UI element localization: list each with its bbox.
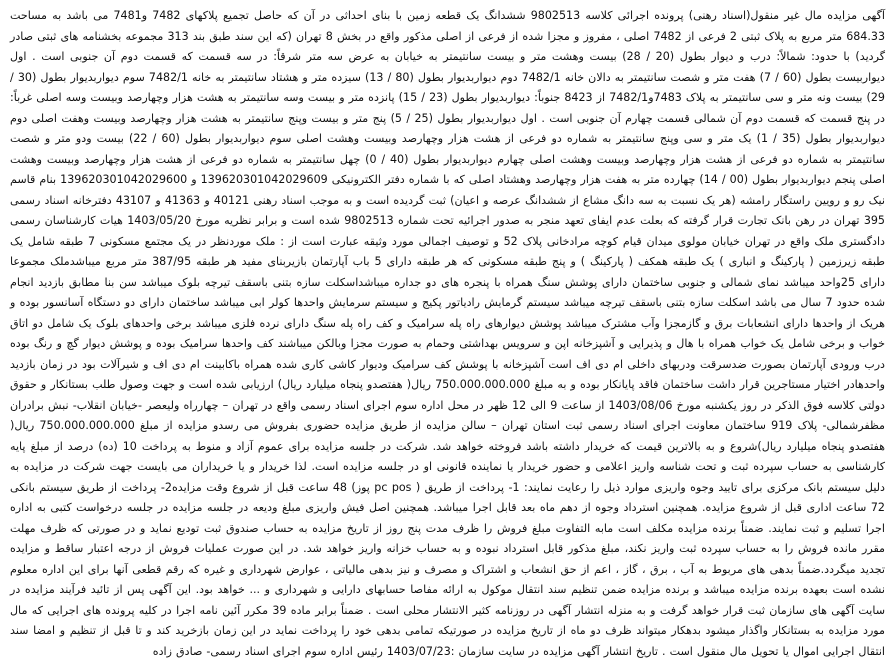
auction-notice-text: آگهی مزایده مال غیر منقول(اسناد رهنی) پرونده اجرائی کلاسه 9802513 ششدانگ یک قطعه زمین با بنای احداثی در آن که حاصل تجمیع پلاکهای 7482 و7481 می باشد به مساحت 684.33 متر مربع به پلاک ثبتی 2 فرعی از 7482 اصلی ، مفروز و مجزا شده از فرعی از اصلی مذکور واقع در بخش 8 تهران (که این سند طبق بند 313 مجموعه بخشنامه های ثبتی صادر گردید) با حدود: شمالاً: درب و دیوار بطول (20 / 28) بیست وهشت متر و بیست سانتیمتر به خیابان به عرض سه متر شرقاً: در سه قسمت که قسمت دوم آن جنوبی است . اول دیواربیست بطول (60 / 7) هفت متر و شصت سانتیمتر به دالان خانه 7482/1 دوم دیواربدیوار بطول (80 / 13) سیزده متر و هشتاد سانتیمتر به خانه 7482/1 سوم دیواربدیوار بطول (30 / 29) بیست ونه متر و سی سانتیمتر به پلاک 7483و7482/1 از 8423 جنوباً: دیواربدیوار بطول (23 / 15) پانزده متر و بیست وسه سانتیمتر به هشت هزار وچهارصد وبیست وسه اصلی غرباً: در پنج قسمت که قسمت دوم آن شمالی قسمت چهارم آن جنوبی است . اول دیواربدیوار بطول (25 / 5) پنج متر و بیست وپنج سانتیمتر به هشت هزار وچهارصد وبیست وهفت اصلی دوم دیواربدیوار بطول (35 / 1) یک متر و سی وپنج سانتیمتر به شماره دو فرعی از هشت هزار وچهارصد وبیست وهشت اصلی سوم دیواربدیوار بطول (60 / 22) بیست ودو متر و شصت سانتیمتر به شماره دو فرعی از هشت هزار وچهارصد وبیست وهشت اصلی چهارم دیواربدیوار بطول (40 / 0) چهل سانتیمتر به شماره دو فرعی از هشت هزار وچهارصد وبیست وهشت اصلی پنجم دیواربدیوار بطول (00 / 14) چهارده متر به هفت هزار وچهارصد وهشتاد اصلی که با شماره دفتر الکترونیکی 139620301042029609 و 139620301042029600 بنام قاسم نیک رو و رویین راستگار رامشه (هر یک نسبت به سه دانگ مشاع از ششدانگ عرصه و اعیان) ثبت گردیده است و به موجب اسناد رهنی 40121 و 41363 و 43107 دفترخانه اسناد رسمی 395 تهران در رهن بانک تجارت قرار گرفته که بعلت عدم ایفای تعهد منجر به صدور اجرائیه تحت شماره 9802513 شده است و برابر نظریه مورخ 1403/05/20 هیات کارشناسان رسمی دادگستری ملک واقع در تهران خیابان مولوی میدان قیام کوچه مرادخانی پلاک 52 و توصیف اجمالی مورد وثیقه عبارت است از : ملک موردنظر در یک مجتمع مسکونی 7 طبقه شامل یک طبقه زیرزمین ( پارکینگ و انباری ) یک طبقه همکف ( پارکینگ ) و پنج طبقه مسکونی که هر طبقه دارای 5 باب آپارتمان بازیربنای مفید هر طبقه 387/95 متر مربع میباشدملک مجموعا دارای 25واحد میباشد نمای شمالی و جنوبی ساختمان دارای پوشش سنگ همراه با پنجره های دو جداره میباشداسکلت سازه بتنی باسقف تیرچه بلوک میباشد سن بنا مطابق بازدید انجام شده حدود 7 سال می باشد اسکلت سازه بتنی باسقف تیرچه میباشد سیستم گرمایش رادیاتور پکیج و سیستم سرمایش واحدها کولر ابی میباشد ساختمان دارای دو دستگاه آسانسور بوده و هریک از واحدها دارای انشعابات برق و گازمجزا وآب مشترک میباشد پوشش دیوارهای راه پله سرامیک و کف راه پله سنگ دارای نرده فلزی میباشد برخی واحدهای بلوک یک شامل دو اتاق خواب و برخی شامل یک خواب همراه با هال و پذیرایی و آشپزخانه اپن و سرویس بهداشتی وحمام به صورت مجزا وبالکن میباشند کف واحدها سرامیک بوده و پوشش دیوار گچ و رنگ بوده درب ورودی آپارتمان بصورت ضدسرقت ودربهای داخلی ام دی اف است آشپزخانه با پوشش کف سرامیک ودیوار کاشی کاری شده همراه باکابینت ام دی اف و شیرآلات بود در زمان بازدید واحدهادر اختیار مستاجرین قرار داشت ساختمان فاقد پایانکار بوده و به مبلغ 750.000.000.000 ریال( هفتصدو پنجاه میلیارد ریال) ارزیابی شده است و جهت وصول طلب بستانکار و حقوق دولتی کلاسه فوق الذکر در روز یکشنبه مورخ 1403/08/06 از ساعت 9 الی 12 ظهر در محل اداره سوم اجرای اسناد رسمی واقع در تهران – چهارراه ولیعصر -خیابان انقلاب- نبش برادران مظفرشمالی- پلاک 919 ساختمان معاونت اجرای اسناد رسمی ثبت استان تهران – سالن مزایده از طریق مزایده حضوری بفروش می رسدو مزایده از مبلغ 750.000.000.000 ریال( هفتصدو پنجاه میلیارد ریال)شروع و به بالاترین قیمت که خریدار داشته باشد فروخته خواهد شد. شرکت در جلسه مزایده برای عموم آزاد و منوط به پرداخت 10 (ده) درصد از مبلغ پایه کارشناسی به حساب سپرده ثبت و تحت شناسه واریز اعلامی و حضور خریدار یا نماینده قانونی او در جلسه مزایده است. لذا خریدار و یا خریداران می بایست جهت شرکت در مزایده به دلیل سیستم بانک مرکزی برای تایید وجوه واریزی موارد ذیل را رعایت نمایند: 1- پرداخت از طریق ( pc pos پوز) 48 ساعت قبل از شروع وقت مزایده2- پرداخت از طریق سیستم بانکی 72 ساعت اداری قبل از شروع مزایده. همچنین استرداد وجوه از دهم ماه بعد قابل اجرا میباشد. همچنین اصل فیش واریزی مبلغ ودیعه در جلسه مزایده در جلسه درخواست کتبی به اداره اجرا تسلیم و ثبت نمایند. ضمناً برنده مزایده مکلف است مابه التفاوت مبلغ فروش را ظرف مدت پنج روز از تاریخ مزایده به حساب صندوق ثبت تودیع نماید و در صورتی که ظرف مهلت مقرر مانده فروش را به حساب سپرده ثبت واریز نکند، مبلغ مذکور قابل استرداد نبوده و به حساب خزانه واریز خواهد شد. در این صورت عملیات فروش از درجه اعتبار ساقط و مزایده تجدید میگردد.ضمناً بدهی های مربوط به آب ، برق ، گاز ، اعم از حق انشعاب و اشتراک و مصرف و نیز بدهی مالیاتی ، عوارض شهرداری و غیره که رقم قطعی آنها برای این اداره معلوم نشده است بعهده برنده مزایده میباشد و برنده مزایده ضمن تنظیم سند انتقال موکول به ارائه مفاصا حسابهای دارایی و شهرداری و ... خواهد بود. این آگهی پس از تائید فرآیند مزایده در سایت آگهی های سازمان ثبت قرار خواهد گرفت و به منزله انتشار آگهی در روزنامه کثیر الانتشار محلی است . ضمناً برابر ماده 39 مکرر آئین نامه اجرا در کلیه پرونده های اجرایی که مال مورد مزایده به بستانکار واگذار میشود بدهکار میتواند ظرف دو ماه از تاریخ مزایده در صورتیکه تمامی بدهی خود را پرداخت نماید در این زمان بازخرید کند و تا قبل از تنظیم و امضا سند انتقال اجرایی اموال یا تحویل مال منقول است . تاریخ انتشار آگهی مزایده در سایت سازمان :1403/07/23 رئیس اداره سوم اجرای اسناد رسمی- صادق زاده — [10, 9, 886, 658]
